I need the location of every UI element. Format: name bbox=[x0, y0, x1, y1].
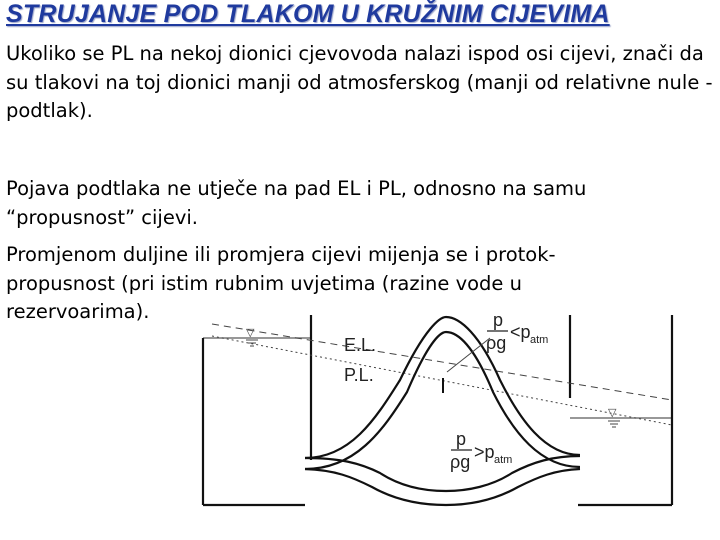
energy-line-label: E.L. bbox=[344, 335, 377, 355]
frac-top-relation: <p bbox=[510, 322, 531, 342]
left-reservoir bbox=[203, 315, 311, 505]
slide-title: STRUJANJE POD TLAKOM U KRUŽNIM CIJEVIMA bbox=[6, 0, 610, 28]
pipe-diagram bbox=[195, 310, 680, 515]
frac-bot-denominator: ρg bbox=[450, 452, 471, 472]
pipe-lower-outer bbox=[305, 469, 580, 505]
pressure-above-atm bbox=[450, 429, 512, 472]
frac-bot-numerator: p bbox=[456, 429, 467, 449]
piezometric-line-label: P.L. bbox=[344, 365, 374, 385]
pipe-lower-inner bbox=[305, 456, 580, 491]
frac-top-denominator: ρg bbox=[486, 333, 507, 353]
paragraph-line-2: propusnost (pri istim rubnim uvjetima (razine vode u bbox=[6, 271, 522, 295]
water-level-icon-right: ▽ bbox=[608, 407, 617, 419]
frac-bot-relation: >p bbox=[474, 442, 495, 462]
right-reservoir bbox=[570, 315, 672, 505]
paragraph-underpressure: Ukoliko se PL na nekoj dionici cjevovoda nalazi ispod osi cijevi, znači da su tlakovi na toj dionici manji od atmosferskog (manji od relativne nule - podtlak). bbox=[6, 42, 713, 122]
paragraph-line-3: rezervoarima). bbox=[6, 300, 150, 323]
water-level-icon-left: ▽ bbox=[246, 327, 255, 339]
frac-bot-subscript: atm bbox=[494, 454, 513, 466]
paragraph-line-1: Promjenom duljine ili promjera cijevi mijenja se i protok- bbox=[6, 243, 556, 266]
paragraph-capacity: Pojava podtlaka ne utječe na pad EL i PL, odnosno na samu “propusnost” cijevi. bbox=[6, 177, 587, 229]
frac-top-numerator: p bbox=[493, 310, 504, 330]
frac-top-subscript: atm bbox=[530, 334, 549, 346]
